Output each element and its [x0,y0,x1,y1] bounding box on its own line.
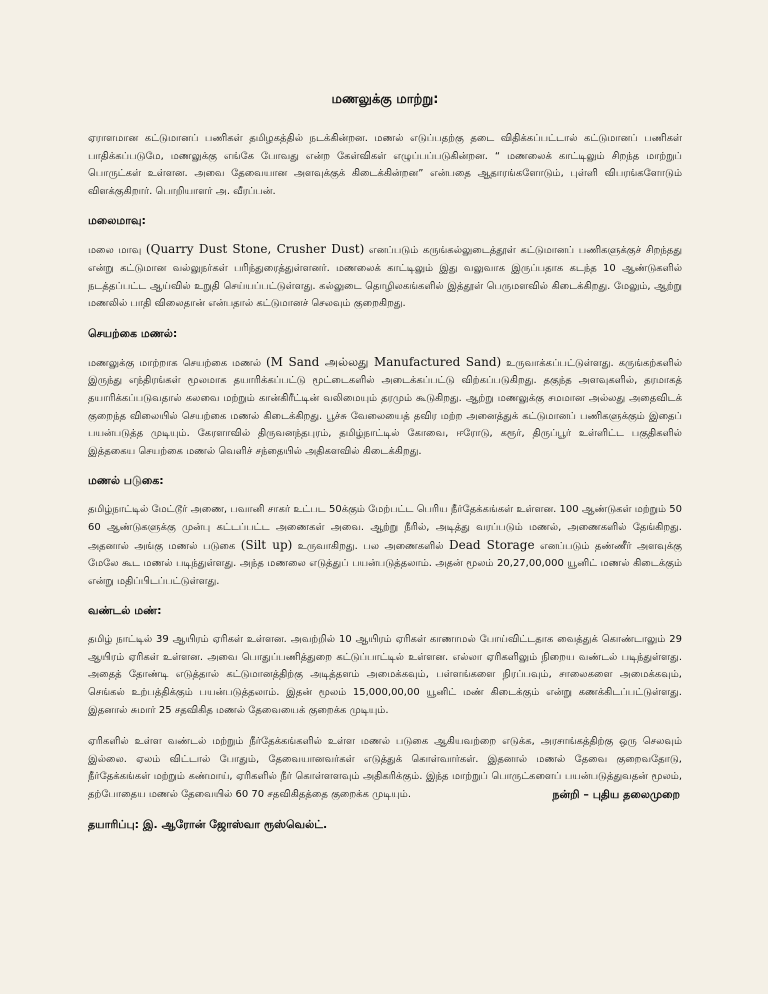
intro-paragraph: ஏராளமான கட்டுமானப் பணிகள் தமிழகத்தில் நடக்கின்றன. மணல் எடுப்பதற்கு தடை விதிக்கப்பட்டால் கட்டுமானப் பணிகள் பாதிக்கப்படுமே, மணலுக்கு எங்கே போவது என்ற கேள்விகள் எழுப்பப்படுகின்றன. “ மணலைக் காட்டிலும் சிறந்த மாற்றுப் பொருட்கள் உள்ளன. அவை தேவையான அளவுக்குக் கிடைக்கின்றன” என்பதை ஆதாரங்களோடும், புள்ளி விபரங்களோடும் விளக்குகிறார். பொறியாளர் அ. வீரப்பன். [88,133,682,197]
closing-paragraph [88,733,682,803]
section-paragraph: தமிழ் நாட்டில் 39 ஆயிரம் ஏரிகள் உள்ளன. அவற்றில் 10 ஆயிரம் ஏரிகள் காணாமல் போய்விட்டதாக வைத்துக் கொண்டாலும் 29 ஆயிரம் ஏரிகள் உள்ளன. அவை பொதுப்பணித்துறை கட்டுப்பாட்டில் உள்ளன. எல்லா ஏரிகளிலும் நிறைய வண்டல் படிந்துள்ளது. அதைத் தோண்டி எடுத்தால் கட்டுமானத்திற்கு அடித்தளம் அமைக்கவும், பள்ளங்களை நிரப்பவும், சாலைகளை அமைக்கவும், செங்கல் உற்பத்திக்கும் பயன்படுத்தலாம். இதன் மூலம் 15,000,00,00 யூனிட் மண் கிடைக்கும் என்று கணக்கிடப்பட்டுள்ளது. இதனால் சுமார் 25 சதவிகித மணல் தேவையைக் குறைக்க முடியும். [88,634,682,716]
paragraph-latin-term: (Quarry Dust Stone, Crusher Dust) [145,242,365,257]
section-paragraph [88,501,682,590]
section-heading: செயற்கை மணல்: [88,326,178,340]
author-credit: தயாரிப்பு: இ. ஆரோன் ஜோஸ்வா ரூஸ்வெல்ட். [88,817,328,831]
section-quarry-dust [88,214,682,312]
paragraph-text: மலை மாவு [88,245,146,257]
page-title: மணலுக்கு மாற்று: [331,92,439,107]
section-paragraph [88,241,682,312]
section-heading: வண்டல் மண்: [88,604,162,618]
paragraph-latin-term: (M Sand அல்லது Manufactured Sand) [265,354,502,369]
section-alluvial-soil [88,604,682,719]
paragraph-text: உருவாகிறது. பல அணைகளில் [292,540,449,552]
closing-text: ஏரிகளில் உள்ள வண்டல் மற்றும் நீர்தேக்கங்களில் உள்ள மணல் படுகை ஆகியவற்றை எடுக்க, அரசாங்கத்திற்கு ஒரு செலவும் இல்லை. ஏலம் விட்டால் போதும், தேவையானவர்கள் எடுத்துக் கொள்வார்கள். இதனால் மணல் தேவை குறைவதோடு, நீர்தேக்கங்கள் மற்றும் கண்மாய், ஏரிகளில் நீர் கொள்ளளவும் அதிகரிக்கும். இந்த மாற்றுப் பொருட்களைப் பயன்படுத்துவதன் மூலம், தற்போதைய மணல் தேவையில் 60 70 சதவிகிதத்தை குறைக்க முடியும். [88,736,682,801]
section-paragraph [88,354,682,461]
thanks-source: நன்றி – புதிய தலைமுறை [552,788,680,802]
paragraph-text: மணலுக்கு மாற்றாக செயற்கை மணல் [88,357,266,369]
paragraph-text: உருவாக்கப்பட்டுள்ளது. கருங்கற்களில் இருந்து எந்திரங்கள் மூலமாக தயாரிக்கப்பட்டு மூட்டைகளில் அடைக்கப்பட்டு விற்கப்படுகிறது. தகுந்த அளவுகளில், தரமாகத் தயாரிக்கப்படுவதால் கலவை மற்றும் கான்கிரீட்டின் வலிமையும் தரமும் கூடுகிறது. ஆற்று மணலுக்கு சமமான அல்லது அதைவிடக் குறைந்த விலையில் செயற்கை மணல் கிடைக்கிறது. பூச்சு வேலையைத் தவிர மற்ற அனைத்துக் கட்டுமானப் பணிகளுக்கும் இதைப் பயன்படுத்த முடியும். கேரளாவில் திருவனந்தபுரம், தமிழ்நாட்டில் கோவை, ஈரோடு, கரூர், திருப்பூர் உள்ளிட்ட பகுதிகளில் இத்தகைய செயற்கை மணல் வெளிச் சந்தையில் அதிகளவில் கிடைக்கிறது. [88,357,682,457]
paragraph-text: தமிழ்நாட்டில் மேட்டூர் அணை, பவானி சாகர் உட்பட 50க்கும் மேற்பட்ட பெரிய நீர்தேக்கங்கள் உள்ளன. 100 ஆண்டுகள் மற்றும் 50 60 ஆண்டுகளுக்கு முன்பு கட்டப்பட்ட அணைகள் அவை. ஆற்று நீரில், அடித்து வரப்படும் மணல், அணைகளில் தேங்கிறது. அதனால் அங்கு மணல் படுகை [88,504,682,552]
paragraph-text: எனப்படும் கருங்கல்லுடைத்தூள் கட்டுமானப் பணிகளுக்குச் சிறந்தது என்று கட்டுமான வல்லுநர்கள் பரிந்துரைத்துள்ளனர். மணலைக் காட்டிலும் இது வலுவாக இருப்பதாக கடந்த 10 ஆண்டுகளில் நடத்தப்பட்ட ஆய்வில் உறுதி செய்யப்பட்டுள்ளது. கல்லுடை தொழிலகங்களில் இத்தூள் பெருமளவில் கிடைக்கிறது. மேலும், ஆற்று மணலில் பாதி விலைதான் என்பதால் கட்டுமானச் செலவும் குறைகிறது. [88,245,682,310]
paragraph-latin-term: Dead Storage [448,537,535,552]
paragraph-latin-term: (Silt up) [240,537,293,552]
section-m-sand [88,327,682,461]
section-heading: மணல் படுகை: [88,474,164,488]
paragraph-text: எனப்படும் தண்ணீர் அளவுக்கு மேலே கூட மணல் படிந்துள்ளது. அந்த மணலை எடுத்துப் பயன்படுத்தலாம். அதன் மூலம் 20,27,00,000 யூனிட் மணல் கிடைக்கும் என்று மதிப்பிடப்பட்டுள்ளது. [88,540,682,587]
section-silt [88,474,682,590]
section-heading: மலைமாவு: [88,214,146,228]
